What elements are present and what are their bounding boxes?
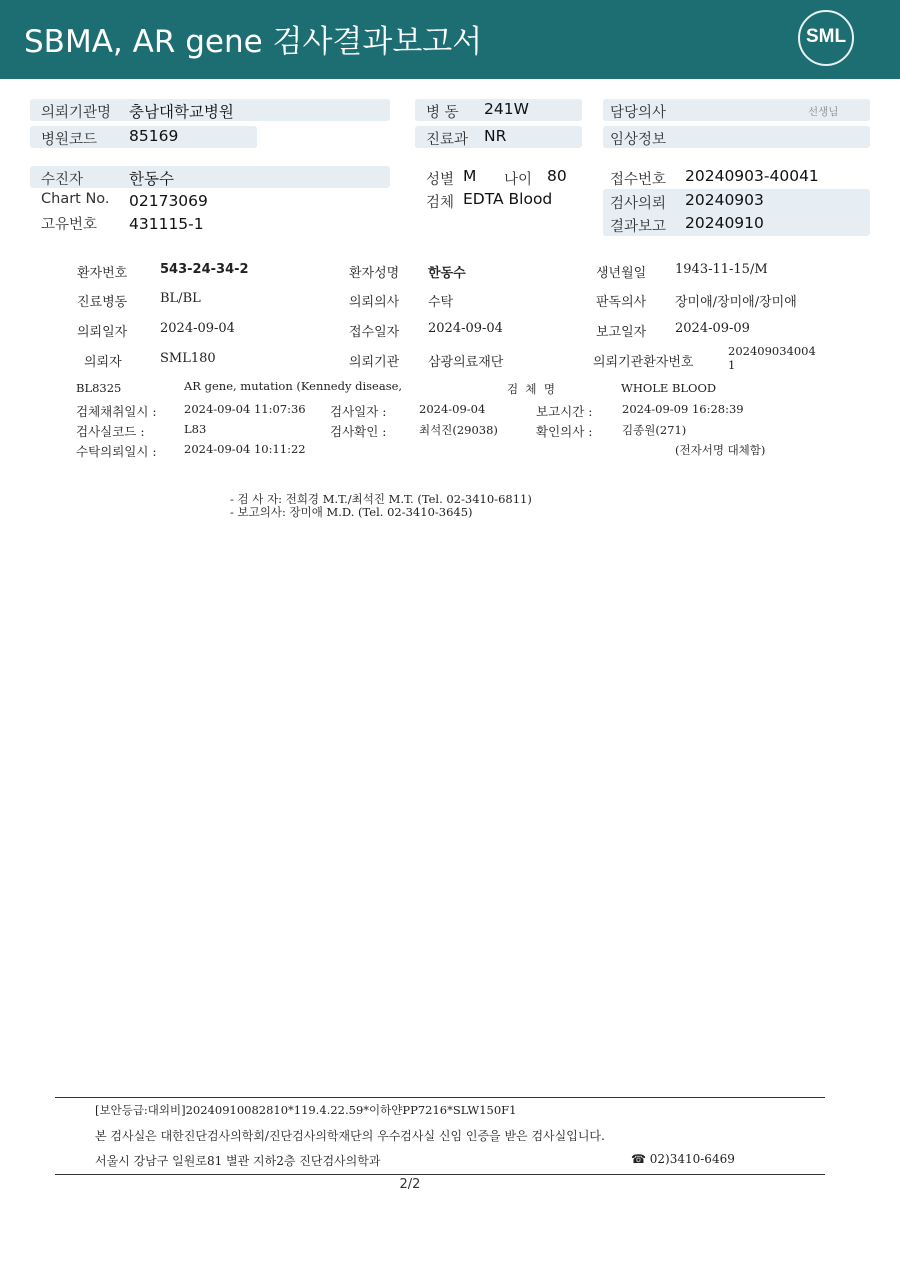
rcv-date-value: 2024-09-04 [428, 321, 503, 336]
footer-rule-bottom [55, 1174, 825, 1175]
ward-value: 241W [484, 100, 529, 118]
footer-rule-top [55, 1097, 825, 1098]
test-date-value: 2024-09-04 [419, 402, 486, 416]
header-bar [0, 0, 900, 79]
patient-box [30, 166, 390, 188]
report-time-label: 보고시간 : [536, 404, 593, 419]
doctor-label: 담당의사 [610, 105, 667, 121]
institution-value: 충남대학교병원 [129, 103, 234, 121]
receipt-label: 접수번호 [610, 172, 667, 188]
clinical-label: 임상정보 [610, 132, 667, 148]
specimen-value: EDTA Blood [463, 190, 553, 208]
confirm-value: 최석진(29038) [419, 423, 498, 437]
confirm-doc-value: 김종원(271) [622, 423, 687, 437]
chart-label: Chart No. [41, 191, 110, 207]
patient-name-label: 환자성명 [349, 266, 400, 281]
doctor-suffix: 선생님 [808, 106, 839, 118]
collect-value: 2024-09-04 11:07:36 [184, 402, 306, 416]
confirm-doc-label: 확인의사 : [536, 424, 593, 439]
ref-doctor-value: 수탁 [428, 295, 454, 310]
address-line: 서울시 강남구 일원로81 별관 지하2층 진단검사의학과 [95, 1154, 381, 1168]
sml-logo [798, 10, 854, 66]
esign-note: (전자서명 대체함) [675, 443, 766, 457]
tester-line: - 검 사 자: 전희경 M.T./최석진 M.T. (Tel. 02-3410-6811) [230, 492, 532, 506]
report-title: SBMA, AR gene 검사결과보고서 [24, 24, 483, 60]
req-date-label: 의뢰일자 [77, 325, 128, 340]
sex-value: M [463, 167, 477, 185]
spec-name-value: WHOLE BLOOD [621, 381, 717, 395]
rpt-date-label: 보고일자 [596, 325, 647, 340]
result-value: 20240910 [685, 214, 764, 232]
consign-label: 수탁의뢰일시 : [76, 444, 157, 459]
ref-pt-no-value-line2: 1 [728, 358, 736, 372]
room-code-label: 검사실코드 : [76, 424, 145, 439]
spec-name-label: 검 체 명 [507, 382, 555, 396]
institution-label: 의뢰기관명 [41, 105, 112, 121]
reporter-line: - 보고의사: 장미애 M.D. (Tel. 02-3410-3645) [230, 505, 473, 519]
reader-label: 판독의사 [596, 295, 647, 310]
request-label: 검사의뢰 [610, 196, 667, 212]
requester-label: 의뢰자 [84, 355, 122, 370]
confirm-label: 검사확인 : [330, 424, 387, 439]
unique-value: 431115-1 [129, 215, 204, 233]
requester-value: SML180 [160, 351, 216, 366]
sex-label: 성별 [426, 172, 455, 188]
receipt-value: 20240903-40041 [685, 167, 819, 185]
dob-label: 생년월일 [596, 266, 647, 281]
room-code-value: L83 [184, 422, 207, 436]
security-line: [보안등급:대외비]20240910082810*119.4.22.59*이하얀PP7216*SLW150F1 [95, 1103, 517, 1117]
rpt-date-value: 2024-09-09 [675, 321, 750, 336]
consign-value: 2024-09-04 10:11:22 [184, 442, 306, 456]
ref-inst-label: 의뢰기관 [349, 355, 400, 370]
phone-line: ☎ 02)3410-6469 [631, 1152, 735, 1166]
ref-pt-no-value-line1: 202409034004 [728, 344, 816, 358]
unique-label: 고유번호 [41, 217, 98, 233]
age-value: 80 [547, 167, 567, 185]
ref-doctor-label: 의뢰의사 [349, 295, 400, 310]
chart-value: 02173069 [129, 192, 208, 210]
patient-label: 수진자 [41, 172, 84, 188]
age-label: 나이 [504, 172, 533, 188]
ward-label: 병 동 [426, 105, 459, 121]
rcv-date-label: 접수일자 [349, 325, 400, 340]
hospital-code-label: 병원코드 [41, 132, 98, 148]
logo-text: SML [805, 26, 847, 47]
result-label: 결과보고 [610, 219, 667, 235]
test-code: BL8325 [76, 381, 122, 395]
page-number: 2/2 [399, 1177, 421, 1192]
dob-value: 1943-11-15/M [675, 262, 768, 277]
test-date-label: 검사일자 : [330, 404, 387, 419]
ref-inst-value: 삼광의료재단 [428, 355, 504, 370]
collect-label: 검체채취일시 : [76, 404, 157, 419]
specimen-label: 검체 [426, 195, 455, 211]
test-name: AR gene, mutation (Kennedy disease, [184, 379, 403, 393]
dept-value: NR [484, 127, 507, 145]
hospital-code-value: 85169 [129, 127, 179, 145]
cert-line: 본 검사실은 대한진단검사의학회/진단검사의학재단의 우수검사실 신임 인증을 받은 검사실입니다. [95, 1129, 605, 1143]
reader-value: 장미애/장미애/장미애 [675, 295, 797, 310]
ward-r-label: 진료병동 [77, 295, 128, 310]
report-time-value: 2024-09-09 16:28:39 [622, 402, 744, 416]
ref-pt-no-label: 의뢰기관환자번호 [593, 355, 694, 370]
patient-no-label: 환자번호 [77, 266, 128, 281]
patient-no-value: 543-24-34-2 [160, 262, 249, 277]
request-value: 20240903 [685, 191, 764, 209]
dept-label: 진료과 [426, 132, 469, 148]
req-date-value: 2024-09-04 [160, 321, 235, 336]
patient-value: 한동수 [129, 170, 174, 188]
ward-r-value: BL/BL [160, 291, 201, 306]
patient-name-value: 한동수 [428, 266, 466, 281]
